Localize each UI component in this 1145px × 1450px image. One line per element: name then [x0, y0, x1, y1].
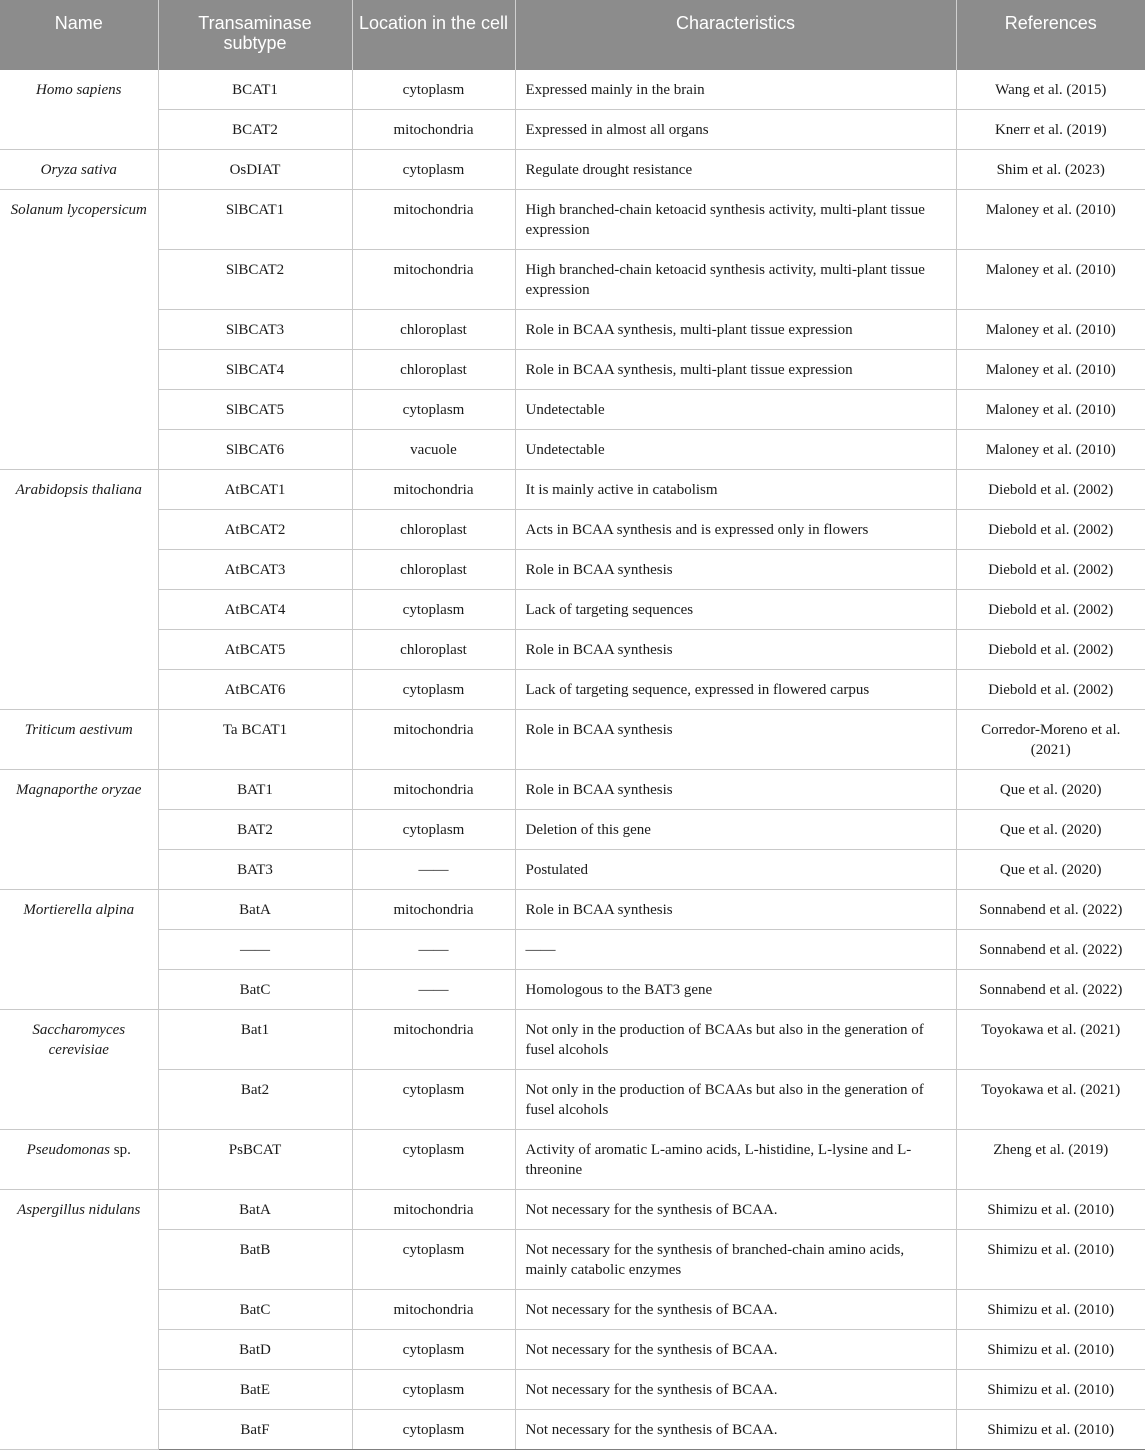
location-cell: cytoplasm [352, 670, 515, 710]
characteristics-cell: Not only in the production of BCAAs but also in the generation of fusel alcohols [515, 1010, 956, 1070]
subtype-cell: BAT3 [158, 850, 352, 890]
reference-cell: Shimizu et al. (2010) [956, 1230, 1145, 1290]
table-row [0, 1230, 1145, 1290]
organism-name: Solanum lycopersicum [0, 190, 158, 470]
header-subtype: Transaminase subtype [158, 0, 352, 70]
location-cell: chloroplast [352, 350, 515, 390]
characteristics-cell: Lack of targeting sequence, expressed in flowered carpus [515, 670, 956, 710]
characteristics-cell: Role in BCAA synthesis [515, 550, 956, 590]
characteristics-cell: Undetectable [515, 430, 956, 470]
location-cell: mitochondria [352, 1190, 515, 1230]
subtype-cell: BatC [158, 970, 352, 1010]
subtype-cell: Ta BCAT1 [158, 710, 352, 770]
location-cell: cytoplasm [352, 810, 515, 850]
organism-name: Arabidopsis thaliana [0, 470, 158, 710]
location-cell: vacuole [352, 430, 515, 470]
characteristics-cell: Expressed mainly in the brain [515, 70, 956, 110]
table-row [0, 310, 1145, 350]
table-row [0, 510, 1145, 550]
subtype-cell: SlBCAT5 [158, 390, 352, 430]
organism-name: Homo sapiens [0, 70, 158, 150]
table-row [0, 470, 1145, 510]
subtype-cell: BatA [158, 1190, 352, 1230]
table-row [0, 1010, 1145, 1070]
reference-cell: Maloney et al. (2010) [956, 390, 1145, 430]
characteristics-cell: Activity of aromatic L-amino acids, L-histidine, L-lysine and L-threonine [515, 1130, 956, 1190]
table-row [0, 850, 1145, 890]
characteristics-cell: Role in BCAA synthesis [515, 770, 956, 810]
subtype-cell: SlBCAT1 [158, 190, 352, 250]
location-cell: mitochondria [352, 710, 515, 770]
characteristics-cell: Role in BCAA synthesis [515, 630, 956, 670]
table-row [0, 70, 1145, 110]
header-characteristics: Characteristics [515, 0, 956, 70]
reference-cell: Que et al. (2020) [956, 810, 1145, 850]
subtype-cell: BAT1 [158, 770, 352, 810]
subtype-cell: BatB [158, 1230, 352, 1290]
subtype-cell: SlBCAT4 [158, 350, 352, 390]
table-row [0, 970, 1145, 1010]
table-row [0, 250, 1145, 310]
location-cell: cytoplasm [352, 1230, 515, 1290]
table-row [0, 110, 1145, 150]
subtype-cell: BatD [158, 1330, 352, 1370]
reference-cell: Shimizu et al. (2010) [956, 1410, 1145, 1450]
location-cell: mitochondria [352, 190, 515, 250]
subtype-cell: Bat2 [158, 1070, 352, 1130]
subtype-cell: AtBCAT5 [158, 630, 352, 670]
subtype-cell: AtBCAT1 [158, 470, 352, 510]
reference-cell: Diebold et al. (2002) [956, 630, 1145, 670]
reference-cell: Sonnabend et al. (2022) [956, 930, 1145, 970]
characteristics-cell: Not necessary for the synthesis of BCAA. [515, 1290, 956, 1330]
characteristics-cell: Not necessary for the synthesis of BCAA. [515, 1370, 956, 1410]
reference-cell: Sonnabend et al. (2022) [956, 970, 1145, 1010]
table-row [0, 1190, 1145, 1230]
subtype-cell: —— [158, 930, 352, 970]
reference-cell: Que et al. (2020) [956, 850, 1145, 890]
subtype-cell: PsBCAT [158, 1130, 352, 1190]
table-row [0, 1130, 1145, 1190]
location-cell: cytoplasm [352, 70, 515, 110]
reference-cell: Corredor-Moreno et al. (2021) [956, 710, 1145, 770]
header-row [0, 0, 1145, 70]
subtype-cell: AtBCAT6 [158, 670, 352, 710]
location-cell: mitochondria [352, 1010, 515, 1070]
characteristics-cell: Deletion of this gene [515, 810, 956, 850]
table-row [0, 390, 1145, 430]
reference-cell: Que et al. (2020) [956, 770, 1145, 810]
characteristics-cell: Acts in BCAA synthesis and is expressed only in flowers [515, 510, 956, 550]
reference-cell: Zheng et al. (2019) [956, 1130, 1145, 1190]
reference-cell: Maloney et al. (2010) [956, 250, 1145, 310]
table-row [0, 1410, 1145, 1450]
subtype-cell: BatC [158, 1290, 352, 1330]
characteristics-cell: High branched-chain ketoacid synthesis activity, multi-plant tissue expression [515, 190, 956, 250]
header-references: References [956, 0, 1145, 70]
subtype-cell: SlBCAT2 [158, 250, 352, 310]
subtype-cell: BCAT1 [158, 70, 352, 110]
location-cell: mitochondria [352, 1290, 515, 1330]
location-cell: cytoplasm [352, 150, 515, 190]
table-row [0, 550, 1145, 590]
organism-name: Triticum aestivum [0, 710, 158, 770]
characteristics-cell: Role in BCAA synthesis [515, 710, 956, 770]
table-row [0, 430, 1145, 470]
organism-name: Magnaporthe oryzae [0, 770, 158, 890]
reference-cell: Shimizu et al. (2010) [956, 1330, 1145, 1370]
organism-name: Oryza sativa [0, 150, 158, 190]
subtype-cell: OsDIAT [158, 150, 352, 190]
location-cell: chloroplast [352, 550, 515, 590]
characteristics-cell: Not necessary for the synthesis of BCAA. [515, 1190, 956, 1230]
reference-cell: Diebold et al. (2002) [956, 550, 1145, 590]
reference-cell: Shim et al. (2023) [956, 150, 1145, 190]
subtype-cell: BatE [158, 1370, 352, 1410]
table-row [0, 630, 1145, 670]
location-cell: cytoplasm [352, 390, 515, 430]
table-row [0, 770, 1145, 810]
location-cell: cytoplasm [352, 1370, 515, 1410]
characteristics-cell: It is mainly active in catabolism [515, 470, 956, 510]
characteristics-cell: Expressed in almost all organs [515, 110, 956, 150]
reference-cell: Knerr et al. (2019) [956, 110, 1145, 150]
header-name: Name [0, 0, 158, 70]
organism-suffix: sp. [109, 1142, 131, 1158]
characteristics-cell: Homologous to the BAT3 gene [515, 970, 956, 1010]
subtype-cell: BAT2 [158, 810, 352, 850]
characteristics-cell: Postulated [515, 850, 956, 890]
characteristics-cell: —— [515, 930, 956, 970]
reference-cell: Shimizu et al. (2010) [956, 1370, 1145, 1410]
location-cell: cytoplasm [352, 1410, 515, 1450]
table-row [0, 1070, 1145, 1130]
reference-cell: Maloney et al. (2010) [956, 350, 1145, 390]
characteristics-cell: Lack of targeting sequences [515, 590, 956, 630]
characteristics-cell: High branched-chain ketoacid synthesis activity, multi-plant tissue expression [515, 250, 956, 310]
organism-name: Saccharomyces cerevisiae [0, 1010, 158, 1130]
characteristics-cell: Not only in the production of BCAAs but also in the generation of fusel alcohols [515, 1070, 956, 1130]
characteristics-cell: Regulate drought resistance [515, 150, 956, 190]
reference-cell: Maloney et al. (2010) [956, 310, 1145, 350]
subtype-cell: BatA [158, 890, 352, 930]
table-row [0, 930, 1145, 970]
location-cell: chloroplast [352, 310, 515, 350]
location-cell: —— [352, 970, 515, 1010]
location-cell: mitochondria [352, 250, 515, 310]
reference-cell: Diebold et al. (2002) [956, 670, 1145, 710]
table-body [0, 70, 1145, 1450]
subtype-cell: AtBCAT2 [158, 510, 352, 550]
reference-cell: Diebold et al. (2002) [956, 510, 1145, 550]
location-cell: mitochondria [352, 890, 515, 930]
organism-genus: Pseudomonas [26, 1142, 110, 1158]
location-cell: —— [352, 930, 515, 970]
location-cell: —— [352, 850, 515, 890]
characteristics-cell: Undetectable [515, 390, 956, 430]
subtype-cell: AtBCAT3 [158, 550, 352, 590]
subtype-cell: BCAT2 [158, 110, 352, 150]
organism-name [0, 1130, 158, 1190]
reference-cell: Maloney et al. (2010) [956, 430, 1145, 470]
reference-cell: Wang et al. (2015) [956, 70, 1145, 110]
table-row [0, 670, 1145, 710]
table-row [0, 590, 1145, 630]
location-cell: mitochondria [352, 470, 515, 510]
subtype-cell: Bat1 [158, 1010, 352, 1070]
reference-cell: Diebold et al. (2002) [956, 470, 1145, 510]
table-row [0, 810, 1145, 850]
characteristics-cell: Not necessary for the synthesis of BCAA. [515, 1410, 956, 1450]
organism-name: Mortierella alpina [0, 890, 158, 1010]
location-cell: mitochondria [352, 770, 515, 810]
location-cell: chloroplast [352, 630, 515, 670]
table-row [0, 150, 1145, 190]
location-cell: cytoplasm [352, 1330, 515, 1370]
table-row [0, 890, 1145, 930]
reference-cell: Shimizu et al. (2010) [956, 1290, 1145, 1330]
table-row [0, 1290, 1145, 1330]
subtype-cell: AtBCAT4 [158, 590, 352, 630]
table-row [0, 1330, 1145, 1370]
characteristics-cell: Role in BCAA synthesis [515, 890, 956, 930]
organism-name: Aspergillus nidulans [0, 1190, 158, 1450]
location-cell: mitochondria [352, 110, 515, 150]
reference-cell: Diebold et al. (2002) [956, 590, 1145, 630]
characteristics-cell: Role in BCAA synthesis, multi-plant tissue expression [515, 310, 956, 350]
reference-cell: Shimizu et al. (2010) [956, 1190, 1145, 1230]
characteristics-cell: Not necessary for the synthesis of branched-chain amino acids, mainly catabolic enzymes [515, 1230, 956, 1290]
characteristics-cell: Role in BCAA synthesis, multi-plant tissue expression [515, 350, 956, 390]
characteristics-cell: Not necessary for the synthesis of BCAA. [515, 1330, 956, 1370]
reference-cell: Maloney et al. (2010) [956, 190, 1145, 250]
table-row [0, 350, 1145, 390]
location-cell: cytoplasm [352, 1130, 515, 1190]
subtype-cell: BatF [158, 1410, 352, 1450]
reference-cell: Sonnabend et al. (2022) [956, 890, 1145, 930]
table-row [0, 1370, 1145, 1410]
location-cell: cytoplasm [352, 1070, 515, 1130]
location-cell: cytoplasm [352, 590, 515, 630]
reference-cell: Toyokawa et al. (2021) [956, 1070, 1145, 1130]
reference-cell: Toyokawa et al. (2021) [956, 1010, 1145, 1070]
table-row [0, 710, 1145, 770]
table-header [0, 0, 1145, 70]
subtype-cell: SlBCAT6 [158, 430, 352, 470]
header-location: Location in the cell [352, 0, 515, 70]
location-cell: chloroplast [352, 510, 515, 550]
table-row [0, 190, 1145, 250]
subtype-cell: SlBCAT3 [158, 310, 352, 350]
